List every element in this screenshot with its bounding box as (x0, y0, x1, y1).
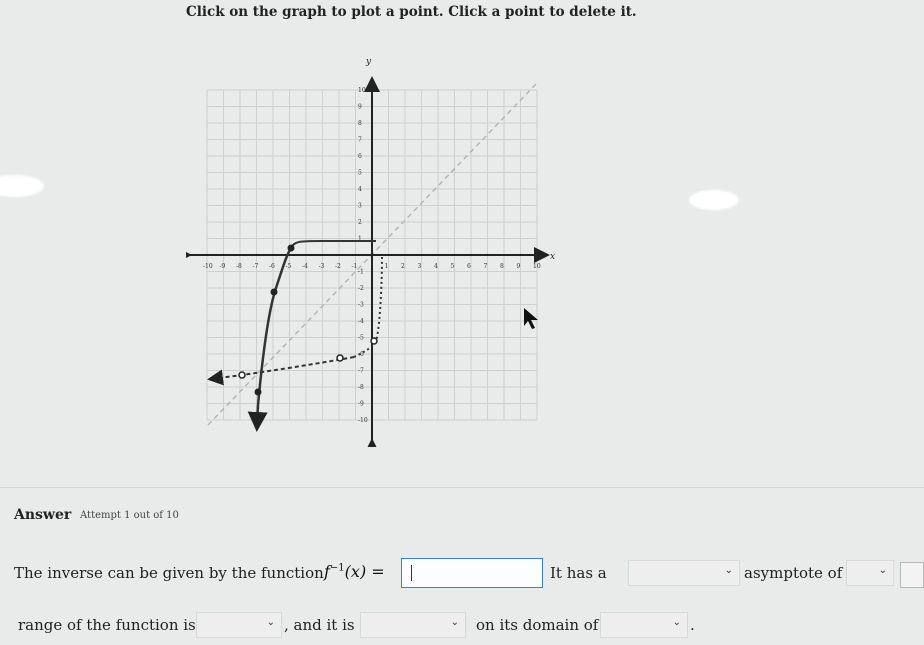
x-tick-label: -1 (351, 263, 358, 270)
chevron-down-icon: ⌄ (878, 565, 887, 576)
x-tick-label: -7 (252, 263, 259, 270)
plotted-point[interactable] (271, 289, 278, 296)
y-tick-label: 10 (358, 87, 366, 94)
chevron-down-icon: ⌄ (266, 617, 275, 628)
x-tick-label: 2 (401, 263, 405, 270)
plotted-point[interactable] (371, 338, 377, 344)
y-tick-label: 7 (358, 136, 362, 144)
y-tick-label: -8 (358, 384, 364, 391)
x-tick-label: 3 (417, 263, 422, 270)
arrow-cursor-icon (524, 308, 538, 329)
y-tick-label: -6 (358, 351, 364, 358)
y-tick-label: -7 (358, 367, 364, 375)
instruction-text: Click on the graph to plot a point. Click a point to delete it. (186, 4, 637, 20)
x-tick-label: -4 (302, 263, 308, 270)
text-caret (411, 565, 412, 581)
plotted-point[interactable] (288, 245, 295, 252)
chevron-down-icon: ⌄ (450, 617, 459, 628)
y-tick-label: -3 (358, 301, 364, 309)
x-tick-label: -9 (219, 263, 226, 270)
sentence-2-mid: , and it is (284, 616, 355, 634)
screen-glare (0, 175, 44, 197)
x-tick-label: 9 (516, 263, 521, 270)
y-tick-label: 1 (358, 235, 362, 243)
sentence-1-prefix: The inverse can be given by the function (14, 564, 324, 582)
plotted-point[interactable] (255, 389, 262, 396)
y-tick-label: -10 (358, 417, 368, 424)
y-tick-label: 5 (358, 169, 362, 177)
y-tick-label: -5 (358, 334, 364, 342)
y-tick-label: -2 (358, 285, 364, 292)
x-tick-label: -2 (335, 263, 341, 270)
sentence-1-suffix: asymptote of (744, 564, 843, 582)
x-tick-label: 10 (533, 263, 541, 270)
asymptote-type-dropdown[interactable] (628, 560, 740, 586)
x-tick-label: 4 (434, 263, 438, 270)
asymptote-value-input[interactable] (900, 562, 924, 588)
x-tick-label: -6 (269, 263, 275, 270)
chevron-down-icon: ⌄ (672, 617, 681, 628)
y-tick-label: -4 (358, 318, 364, 325)
y-tick-label: 2 (358, 219, 362, 226)
attempt-counter: Attempt 1 out of 10 (80, 510, 179, 521)
x-axis-label: x (550, 252, 556, 262)
x-tick-label: -10 (203, 263, 213, 270)
asymptote-variable-dropdown[interactable] (846, 560, 894, 586)
x-tick-label: -3 (318, 263, 325, 270)
answer-sentence-1 (14, 558, 924, 592)
x-tick-label: 1 (384, 263, 389, 270)
plotted-point[interactable] (337, 355, 343, 361)
sentence-2-prefix: range of the function is (18, 616, 196, 634)
answer-heading: Answer (14, 507, 72, 523)
monotonicity-dropdown[interactable] (360, 612, 466, 638)
y-tick-label: 3 (358, 202, 362, 210)
domain-dropdown[interactable] (600, 612, 688, 638)
y-tick-label: 4 (358, 186, 362, 193)
inverse-function-notation: $f^{-1}(x)$ = (324, 562, 385, 581)
range-dropdown[interactable] (196, 612, 282, 638)
graph-canvas[interactable] (186, 52, 558, 447)
inverse-curve (211, 357, 354, 379)
x-tick-label: 6 (467, 263, 471, 270)
y-tick-label: 9 (358, 103, 362, 111)
x-tick-label: 8 (500, 263, 504, 270)
x-tick-label: -8 (236, 263, 242, 270)
y-tick-label: 6 (358, 153, 362, 160)
sentence-2-suffix: on its domain of (476, 616, 599, 634)
x-tick-label: 5 (450, 263, 455, 270)
y-tick-label: 8 (358, 120, 362, 127)
answer-sentence-2 (14, 612, 924, 642)
function-curve (291, 241, 376, 248)
sentence-2-end: . (690, 616, 695, 634)
y-tick-label: -9 (358, 400, 364, 408)
screen-glare (689, 190, 739, 210)
x-tick-label: 7 (483, 263, 488, 270)
inverse-function-input[interactable] (401, 558, 543, 588)
plotted-point[interactable] (239, 372, 245, 378)
y-axis-label: y (366, 57, 372, 67)
x-tick-label: -5 (285, 263, 292, 270)
function-curve-arrow (257, 405, 258, 427)
sentence-1-mid: It has a (550, 564, 607, 582)
section-divider (0, 487, 924, 488)
inverse-function-field[interactable] (401, 558, 543, 588)
chevron-down-icon: ⌄ (724, 565, 733, 576)
y-tick-label: -1 (358, 268, 364, 276)
